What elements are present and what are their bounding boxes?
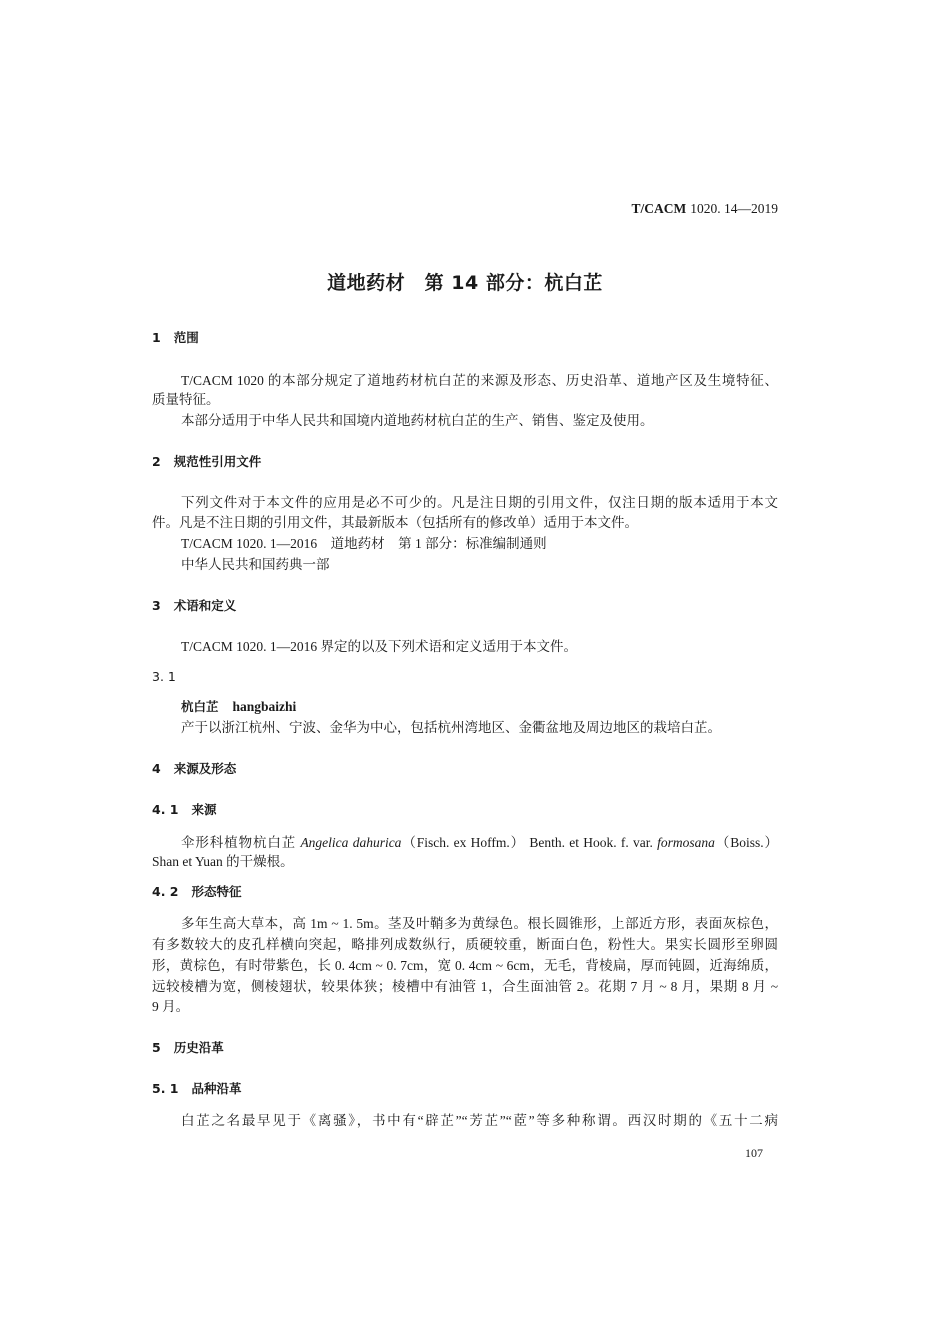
document-code-prefix: T/CACM <box>631 201 687 216</box>
paragraph-line: 多年生高大草本，高 1m ~ 1. 5m。茎及叶鞘多为黄绿色。根长圆锥形，上部近方形，表面灰棕色， <box>181 916 778 931</box>
page-title: 道地药材 第 14 部分：杭白芷 <box>327 272 603 294</box>
paragraph-line: T/CACM 1020. 1—2016 界定的以及下列术语和定义适用于本文件。 <box>181 639 578 654</box>
section-title: 术语和定义 <box>173 598 237 613</box>
subsection-title: 来源 <box>191 802 217 817</box>
subsection-number: 4. 1 <box>152 802 179 817</box>
section-number: 3 <box>152 598 161 613</box>
section-number: 5 <box>152 1040 161 1055</box>
subsection-heading-4-2 <box>152 883 242 901</box>
reference-item: 中华人民共和国药典一部 <box>181 557 330 572</box>
paragraph-line: 本部分适用于中华人民共和国境内道地药材杭白芷的生产、销售、鉴定及使用。 <box>181 413 654 428</box>
term-chinese: 杭白芷 <box>181 699 219 714</box>
subsection-number-3-1: 3. 1 <box>152 669 176 684</box>
paragraph-line: 9 月。 <box>152 999 190 1014</box>
subsection-number: 5. 1 <box>152 1081 179 1096</box>
paragraph-line: 白芷之名最早见于《离骚》，书中有“辟芷”“芳芷”“茝”等多种称谓。西汉时期的《五十二病 <box>181 1113 778 1128</box>
paragraph-line: 形，黄棕色，有时带紫色，长 0. 4cm ~ 0. 7cm，宽 0. 4cm ~ 6cm，无毛，背棱扁，厚而钝圆，近海绵质， <box>152 958 778 973</box>
paragraph-line: 远较棱槽为宽，侧棱翅状，较果体狭；棱槽中有油管 1，合生面油管 2。花期 7 月 ~ 8 月，果期 8 月 ~ <box>152 979 778 994</box>
term-pinyin: hangbaizhi <box>232 699 297 714</box>
paragraph-line: Shan et Yuan 的干燥根。 <box>152 854 294 869</box>
page-number: 107 <box>745 1146 763 1160</box>
subsection-title: 品种沿革 <box>191 1081 242 1096</box>
paragraph-line: 有多数较大的皮孔样横向突起，略排列成数纵行，质硬较重，断面白色，粉性大。果实长圆形至卵圆 <box>152 937 778 952</box>
section-number: 2 <box>152 454 161 469</box>
text-segment: （Boiss.） <box>714 835 778 850</box>
document-code-number: 1020. 14—2019 <box>690 201 778 216</box>
paragraph-line: 质量特征。 <box>152 392 220 407</box>
paragraph-line: 件。凡是不注日期的引用文件，其最新版本（包括所有的修改单）适用于本文件。 <box>152 515 638 530</box>
section-title: 范围 <box>173 330 199 345</box>
section-heading-5 <box>152 1039 224 1057</box>
section-title: 规范性引用文件 <box>173 454 262 469</box>
subsection-heading-4-1 <box>152 801 217 819</box>
section-number: 4 <box>152 761 161 776</box>
paragraph-line <box>181 834 778 852</box>
subsection-number: 4. 2 <box>152 884 179 899</box>
term-definition: 产于以浙江杭州、宁波、金华为中心，包括杭州湾地区、金衢盆地及周边地区的栽培白芷。 <box>181 720 721 735</box>
section-heading-2 <box>152 453 261 471</box>
latin-species-name: Angelica dahurica <box>300 835 402 850</box>
subsection-heading-5-1 <box>152 1080 242 1098</box>
section-title: 来源及形态 <box>173 761 237 776</box>
paragraph-line: T/CACM 1020 的本部分规定了道地药材杭白芷的来源及形态、历史沿革、道地产区及生境特征、 <box>181 373 778 388</box>
term-entry <box>181 698 296 716</box>
text-segment: （Fisch. ex Hoffm.） Benth. et Hook. f. var. <box>401 835 658 850</box>
section-heading-1 <box>152 329 199 347</box>
latin-variety-name: formosana <box>657 835 715 850</box>
section-number: 1 <box>152 330 161 345</box>
section-heading-3 <box>152 597 236 615</box>
reference-item: T/CACM 1020. 1—2016 道地药材 第 1 部分：标准编制通则 <box>181 536 547 551</box>
subsection-title: 形态特征 <box>191 884 242 899</box>
section-heading-4 <box>152 760 236 778</box>
document-code <box>632 200 779 218</box>
section-title: 历史沿革 <box>173 1040 224 1055</box>
text-segment: 伞形科植物杭白芷 <box>181 835 301 850</box>
paragraph-line: 下列文件对于本文件的应用是必不可少的。凡是注日期的引用文件，仅注日期的版本适用于本文 <box>181 495 778 510</box>
